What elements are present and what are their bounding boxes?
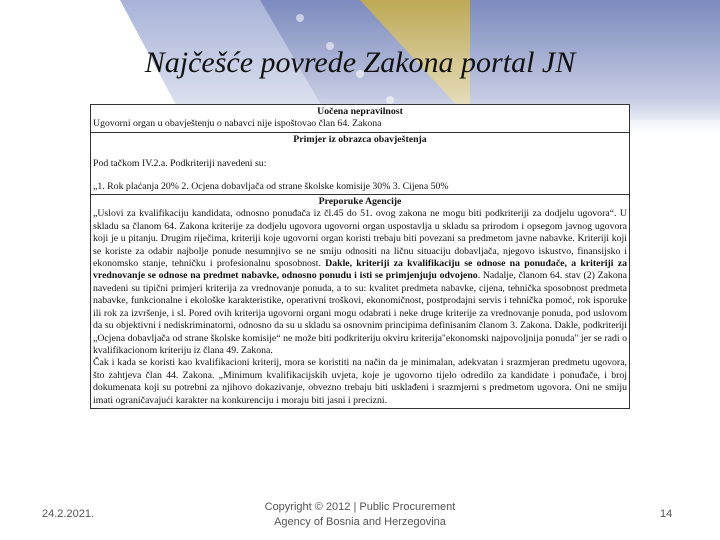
recommendation-section xyxy=(90,195,630,409)
issue-heading: Uočena nepravilnost xyxy=(317,106,403,117)
recommendation-text-bold: Dakle, kriteriji za kvalifikaciju se odnose na ponuđače, a kriteriji za vrednovanje se odnose na predmet nabavke, odnosno ponudu i isti se primjenjuju odvojeno xyxy=(93,258,627,282)
copyright-line-2: Agency of Bosnia and Herzegovina xyxy=(274,516,446,528)
recommendation-text-start: „Uslovi za kvalifikaciju kandidata, odnosno ponuđača iz čl.45 do 51. ovog zakona ne mogu biti podkriteriji za dodjelu ugovora“. U skladu sa članom 64. Zakona kriterije za dodjelu ugovora ugovorni organ uspostavlja u skladu sa prirodom i opsegom javnog ugovora koji je u pitanju. Drugim riječima, kriteriji koje ugovorni organ koristi trebaju biti povezani sa predmetom javne nabavke. Kriteriji koji se koriste za odabir najbolje ponude nesumnjivo se ne smiju odnositi na ličnu situaciju dobavljača, njegovo iskustvo, finansijsko i ekonomsko stanje, tehničku i profesionalnu sposobnost. xyxy=(93,208,627,270)
page-number: 14 xyxy=(660,508,673,520)
example-line-1: Pod tačkom IV.2.a. Podkriteriji navedeni su: xyxy=(93,158,267,170)
slide-title: Najčešće povrede Zakona portal JN xyxy=(144,46,576,79)
issue-section xyxy=(90,104,630,133)
recommendation-paragraph-2: Čak i kada se koristi kao kvalifikacioni kriterij, mora se koristiti na način da je minimalan, adekvatan i srazmjeran predmetu ugovora, što zahtjeva član 44. Zakona. „Minimum kvalifikacijskih uvjeta, koje je ugovorno tijelo odredilo za kandidate i ponuđače, i broj dokumenata koji su potrebni za njihovo dokazivanje, obvezno trebaju biti usklađeni i srazmjerni s predmetom ugovora. Oni ne smiju imati ograničavajući karakter na konkurenciju i moraju biti jasni i precizni. xyxy=(93,357,627,406)
recommendation-heading: Preporuke Agencije xyxy=(318,196,402,208)
example-heading: Primjer iz obrazca obavještenja xyxy=(293,133,427,145)
issue-text: Ugovorni organ u obavještenju o nabavci nije ispoštovao član 64. Zakona xyxy=(93,118,382,130)
footer-date: 24.2.2021. xyxy=(42,508,94,520)
footer-copyright xyxy=(240,500,480,530)
recommendation-paragraph-1 xyxy=(93,208,627,357)
recommendation-text-end: . Nadalje, članom 64. stav (2) Zakona navedeni su tipični primjeri kriterija za vrednovanje ponuda, a to su: kvalitet predmeta nabavke, cijena, tehnička sposobnost predmeta nabavke, funkcionalne i ekološke karakteristike, operativni troškovi, ekonomičnost, postprodajni servis i tehnička pomoć, rok isporuke ili rok za izvršenje, i sl. Pored ovih kriterija ugovorni organi mogu odabrati i neke druge kriterije za vrednovanje ponuda, pod uslovom da su objektivni i nediskriminatorni, odnosno da su u skladu sa osnovnim principima definisanim članom 3. Zakona. Dakle, podkriteriji „Ocjena dobavljača od strane školske komisije“ ne može biti podkriteriju okviru kriterija"ekonomski najpovoljnija ponuda" jer se radi o kvalifikacionom kriteriju iz člana 49. Zakona. xyxy=(93,270,627,356)
example-section xyxy=(90,133,630,195)
content-table xyxy=(90,104,630,409)
copyright-line-1: Copyright © 2012 | Public Procurement xyxy=(264,501,456,513)
example-line-2: „1. Rok plaćanja 20% 2. Ocjena dobavljača od strane školske komisije 30% 3. Cijena 50% xyxy=(93,180,449,192)
